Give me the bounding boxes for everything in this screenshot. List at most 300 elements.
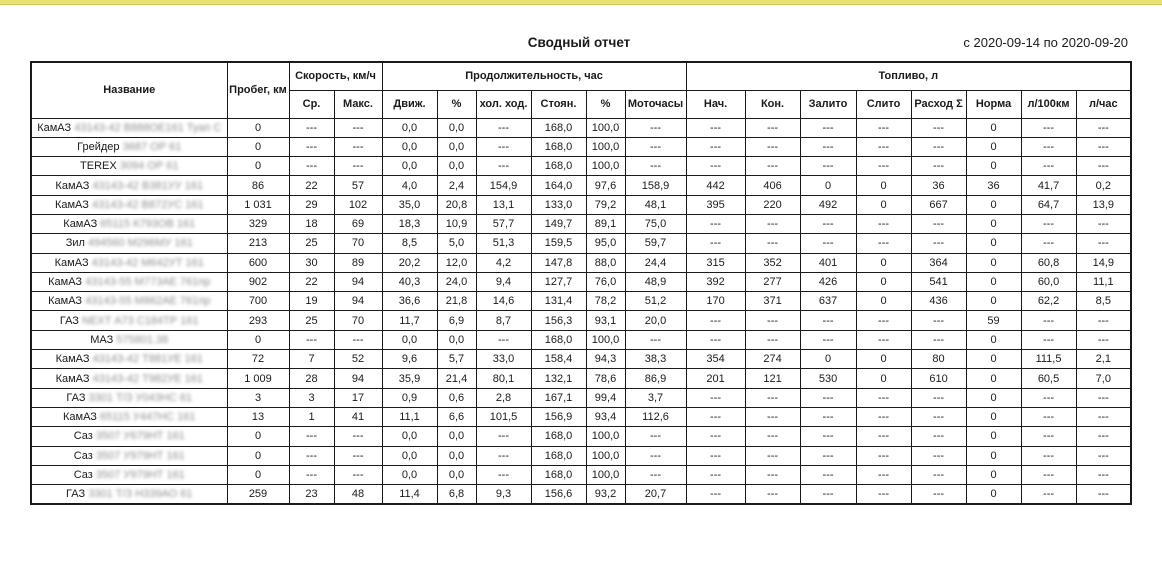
data-cell: ---: [686, 137, 745, 156]
data-cell: ---: [1076, 157, 1131, 176]
data-cell: 637: [800, 292, 856, 311]
data-cell: 5,0: [437, 234, 476, 253]
data-cell: 213: [227, 234, 289, 253]
data-cell: 12,0: [437, 253, 476, 272]
data-cell: 0: [966, 253, 1021, 272]
data-cell: ---: [334, 157, 382, 176]
column-subheader-fuel-start: Нач.: [686, 90, 745, 118]
data-cell: ---: [800, 214, 856, 233]
vehicle-make: ГАЗ: [66, 391, 86, 404]
data-cell: 18: [289, 214, 334, 233]
data-cell: 0: [966, 330, 1021, 349]
vehicle-name-cell: [31, 388, 227, 407]
column-header-mileage: Пробег, км: [227, 62, 289, 118]
data-cell: 11,1: [1076, 272, 1131, 291]
data-cell: 13,1: [476, 195, 531, 214]
data-cell: ---: [334, 446, 382, 465]
data-cell: 406: [745, 176, 800, 195]
column-subheader-fuel-end: Кон.: [745, 90, 800, 118]
data-cell: 0,0: [382, 427, 437, 446]
data-cell: 51,2: [625, 292, 686, 311]
vehicle-make: Зил: [65, 237, 85, 250]
data-cell: 0: [966, 292, 1021, 311]
data-cell: ---: [856, 465, 911, 484]
data-cell: 168,0: [531, 427, 586, 446]
column-subheader-max-speed: Макс.: [334, 90, 382, 118]
data-cell: 156,6: [531, 485, 586, 504]
data-cell: 100,0: [586, 330, 625, 349]
vehicle-plate-redacted: NEXT А73 С184ТР 161: [82, 314, 199, 327]
data-cell: 94,3: [586, 350, 625, 369]
vehicle-plate-redacted: 3507 У979НТ 161: [95, 468, 185, 481]
data-cell: ---: [856, 330, 911, 349]
data-cell: 168,0: [531, 137, 586, 156]
data-cell: 0,0: [382, 157, 437, 176]
data-cell: 59,7: [625, 234, 686, 253]
vehicle-make: Грейдер: [77, 140, 120, 153]
summary-report-table: [30, 61, 1132, 505]
data-cell: ---: [745, 311, 800, 330]
data-cell: ---: [800, 311, 856, 330]
data-cell: ---: [289, 446, 334, 465]
data-cell: 6,8: [437, 485, 476, 504]
vehicle-name-cell: [31, 234, 227, 253]
data-cell: ---: [800, 465, 856, 484]
data-cell: 274: [745, 350, 800, 369]
data-cell: ---: [625, 118, 686, 137]
vehicle-plate-redacted: 3507 У979НТ 161: [95, 449, 185, 462]
data-cell: 1: [289, 407, 334, 426]
data-cell: 22: [289, 176, 334, 195]
top-accent-bar: [0, 0, 1162, 5]
column-group-duration: Продолжительность, час: [382, 62, 686, 90]
data-cell: ---: [1076, 465, 1131, 484]
data-cell: 94: [334, 369, 382, 388]
data-cell: ---: [1021, 157, 1076, 176]
data-cell: ---: [334, 427, 382, 446]
data-cell: ---: [334, 137, 382, 156]
data-cell: 111,5: [1021, 350, 1076, 369]
data-cell: ---: [334, 330, 382, 349]
data-cell: 60,5: [1021, 369, 1076, 388]
data-cell: 3,7: [625, 388, 686, 407]
data-cell: 14,9: [1076, 253, 1131, 272]
data-cell: ---: [1076, 118, 1131, 137]
data-cell: 100,0: [586, 157, 625, 176]
data-cell: 22: [289, 272, 334, 291]
data-cell: 93,4: [586, 407, 625, 426]
data-cell: ---: [625, 427, 686, 446]
data-cell: 60,0: [1021, 272, 1076, 291]
data-cell: 51,3: [476, 234, 531, 253]
data-cell: ---: [1076, 427, 1131, 446]
data-cell: ---: [686, 485, 745, 504]
data-cell: 0: [800, 176, 856, 195]
data-cell: 101,5: [476, 407, 531, 426]
data-cell: 0: [966, 446, 1021, 465]
table-row: [31, 176, 1131, 195]
vehicle-make: КамАЗ: [54, 198, 89, 211]
data-cell: ---: [745, 234, 800, 253]
data-cell: ---: [1076, 446, 1131, 465]
data-cell: 293: [227, 311, 289, 330]
vehicle-make: TEREX: [80, 160, 117, 173]
data-cell: 0,0: [437, 330, 476, 349]
vehicle-plate-redacted: 494560 М296МУ 161: [87, 237, 193, 250]
data-cell: ---: [686, 330, 745, 349]
data-cell: 5,7: [437, 350, 476, 369]
data-cell: ---: [911, 427, 966, 446]
vehicle-name-cell: [31, 157, 227, 176]
data-cell: 201: [686, 369, 745, 388]
data-cell: 29: [289, 195, 334, 214]
data-cell: ---: [856, 446, 911, 465]
vehicle-name-cell: [31, 350, 227, 369]
data-cell: ---: [686, 465, 745, 484]
data-cell: 426: [800, 272, 856, 291]
data-cell: ---: [911, 330, 966, 349]
data-cell: ---: [745, 388, 800, 407]
report-header: [30, 35, 1128, 53]
data-cell: 0,0: [437, 465, 476, 484]
data-cell: ---: [1076, 311, 1131, 330]
data-cell: 371: [745, 292, 800, 311]
table-row: [31, 195, 1131, 214]
table-row: [31, 292, 1131, 311]
column-subheader-fuel-filled: Залито: [800, 90, 856, 118]
data-cell: 48,9: [625, 272, 686, 291]
data-cell: 352: [745, 253, 800, 272]
data-cell: ---: [856, 137, 911, 156]
data-cell: ---: [1021, 427, 1076, 446]
data-cell: 0: [966, 350, 1021, 369]
data-cell: ---: [800, 427, 856, 446]
data-cell: ---: [745, 427, 800, 446]
data-cell: 23: [289, 485, 334, 504]
data-cell: ---: [1076, 330, 1131, 349]
data-cell: 610: [911, 369, 966, 388]
vehicle-make: КамАЗ: [55, 372, 90, 385]
data-cell: ---: [745, 485, 800, 504]
data-cell: 168,0: [531, 118, 586, 137]
column-subheader-parked: Стоян.: [531, 90, 586, 118]
data-cell: 2,4: [437, 176, 476, 195]
data-cell: ---: [625, 330, 686, 349]
data-cell: ---: [911, 407, 966, 426]
table-row: [31, 427, 1131, 446]
data-cell: ---: [800, 137, 856, 156]
table-row: [31, 369, 1131, 388]
data-cell: 492: [800, 195, 856, 214]
data-cell: 20,7: [625, 485, 686, 504]
data-cell: ---: [334, 465, 382, 484]
data-cell: ---: [800, 118, 856, 137]
table-row: [31, 330, 1131, 349]
data-cell: ---: [911, 388, 966, 407]
vehicle-plate-redacted: 3507 У679НТ 161: [95, 430, 185, 443]
table-row: [31, 118, 1131, 137]
data-cell: 60,8: [1021, 253, 1076, 272]
vehicle-name-cell: [31, 176, 227, 195]
data-cell: 11,1: [382, 407, 437, 426]
data-cell: 0: [856, 292, 911, 311]
data-cell: 25: [289, 234, 334, 253]
data-cell: 149,7: [531, 214, 586, 233]
data-cell: 0,0: [437, 157, 476, 176]
data-cell: 102: [334, 195, 382, 214]
data-cell: 132,1: [531, 369, 586, 388]
vehicle-make: МАЗ: [90, 333, 114, 346]
data-cell: 156,9: [531, 407, 586, 426]
vehicle-make: КамАЗ: [48, 276, 83, 289]
vehicle-plate-redacted: 65115 У447НС 161: [100, 411, 196, 424]
data-cell: 0: [966, 388, 1021, 407]
vehicle-make: Саз: [73, 449, 93, 462]
table-row: [31, 350, 1131, 369]
data-cell: 41,7: [1021, 176, 1076, 195]
vehicle-make: ГАЗ: [59, 314, 79, 327]
data-cell: 38,3: [625, 350, 686, 369]
data-cell: ---: [1076, 485, 1131, 504]
data-cell: 0,6: [437, 388, 476, 407]
data-cell: 159,5: [531, 234, 586, 253]
data-cell: 0: [227, 330, 289, 349]
data-cell: 0,0: [382, 465, 437, 484]
data-cell: ---: [625, 446, 686, 465]
data-cell: ---: [1021, 234, 1076, 253]
data-cell: ---: [745, 330, 800, 349]
data-cell: ---: [1021, 118, 1076, 137]
vehicle-plate-redacted: 3687 ОР 61: [122, 140, 182, 153]
data-cell: 2,1: [1076, 350, 1131, 369]
data-cell: 78,6: [586, 369, 625, 388]
data-cell: 25: [289, 311, 334, 330]
data-cell: ---: [476, 118, 531, 137]
vehicle-make: ГАЗ: [66, 488, 86, 501]
data-cell: ---: [1076, 234, 1131, 253]
data-cell: 78,2: [586, 292, 625, 311]
table-row: [31, 157, 1131, 176]
data-cell: 436: [911, 292, 966, 311]
data-cell: ---: [625, 157, 686, 176]
vehicle-plate-redacted: 43143-42 М642УТ 161: [91, 256, 204, 269]
data-cell: 93,2: [586, 485, 625, 504]
data-cell: ---: [289, 465, 334, 484]
table-row: [31, 388, 1131, 407]
data-cell: ---: [1021, 214, 1076, 233]
data-cell: ---: [1021, 446, 1076, 465]
data-cell: ---: [686, 427, 745, 446]
vehicle-make: КамАЗ: [63, 218, 98, 231]
data-cell: 158,4: [531, 350, 586, 369]
data-cell: ---: [911, 485, 966, 504]
data-cell: 57,7: [476, 214, 531, 233]
column-subheader-engine-hours: Моточасы: [625, 90, 686, 118]
data-cell: 4,2: [476, 253, 531, 272]
data-cell: 3: [289, 388, 334, 407]
data-cell: 6,9: [437, 311, 476, 330]
data-cell: ---: [800, 234, 856, 253]
column-subheader-l-per-hour: л/час: [1076, 90, 1131, 118]
data-cell: 0: [966, 369, 1021, 388]
data-cell: 99,4: [586, 388, 625, 407]
column-subheader-avg-speed: Ср.: [289, 90, 334, 118]
vehicle-plate-redacted: 43143-42 В381УУ 161: [92, 179, 204, 192]
data-cell: 80,1: [476, 369, 531, 388]
data-cell: ---: [745, 214, 800, 233]
data-cell: ---: [745, 446, 800, 465]
data-cell: 0,0: [382, 137, 437, 156]
data-cell: 700: [227, 292, 289, 311]
data-cell: ---: [686, 214, 745, 233]
data-cell: ---: [1021, 465, 1076, 484]
data-cell: 0: [856, 253, 911, 272]
vehicle-name-cell: [31, 137, 227, 156]
data-cell: 20,8: [437, 195, 476, 214]
data-cell: 0: [966, 427, 1021, 446]
data-cell: 8,5: [382, 234, 437, 253]
data-cell: 57: [334, 176, 382, 195]
vehicle-name-cell: [31, 465, 227, 484]
data-cell: 541: [911, 272, 966, 291]
data-cell: ---: [289, 427, 334, 446]
header-group-row: [31, 62, 1131, 90]
data-cell: ---: [1021, 311, 1076, 330]
data-cell: 0: [966, 272, 1021, 291]
vehicle-name-cell: [31, 427, 227, 446]
data-cell: 0: [856, 369, 911, 388]
data-cell: ---: [686, 157, 745, 176]
data-cell: 75,0: [625, 214, 686, 233]
table-row: [31, 253, 1131, 272]
data-cell: ---: [686, 388, 745, 407]
vehicle-name-cell: [31, 446, 227, 465]
table-row: [31, 465, 1131, 484]
data-cell: 168,0: [531, 446, 586, 465]
vehicle-name-cell: [31, 485, 227, 504]
data-cell: 168,0: [531, 330, 586, 349]
data-cell: 395: [686, 195, 745, 214]
data-cell: ---: [1021, 407, 1076, 426]
table-row: [31, 234, 1131, 253]
vehicle-make: КамАЗ: [63, 411, 97, 424]
column-subheader-moving-percent: %: [437, 90, 476, 118]
column-subheader-parked-percent: %: [586, 90, 625, 118]
data-cell: ---: [686, 234, 745, 253]
data-cell: 40,3: [382, 272, 437, 291]
vehicle-plate-redacted: 3301 Т/З Н339АО 61: [88, 488, 193, 501]
column-group-fuel: Топливо, л: [686, 62, 1131, 90]
data-cell: 354: [686, 350, 745, 369]
data-cell: ---: [745, 118, 800, 137]
data-cell: 600: [227, 253, 289, 272]
data-cell: 0: [227, 137, 289, 156]
vehicle-make: Саз: [73, 430, 93, 443]
column-subheader-moving: Движ.: [382, 90, 437, 118]
data-cell: 127,7: [531, 272, 586, 291]
data-cell: ---: [856, 427, 911, 446]
table-row: [31, 407, 1131, 426]
data-cell: 442: [686, 176, 745, 195]
data-cell: 88,0: [586, 253, 625, 272]
data-cell: 0: [856, 350, 911, 369]
vehicle-name-cell: [31, 407, 227, 426]
data-cell: ---: [745, 157, 800, 176]
data-cell: 9,4: [476, 272, 531, 291]
data-cell: 17: [334, 388, 382, 407]
data-cell: ---: [911, 118, 966, 137]
data-cell: ---: [856, 118, 911, 137]
data-cell: 13: [227, 407, 289, 426]
data-cell: 0: [966, 118, 1021, 137]
data-cell: 8,5: [1076, 292, 1131, 311]
data-cell: ---: [476, 446, 531, 465]
data-cell: 121: [745, 369, 800, 388]
vehicle-name-cell: [31, 253, 227, 272]
data-cell: 36,6: [382, 292, 437, 311]
vehicle-name-cell: [31, 330, 227, 349]
data-cell: ---: [476, 465, 531, 484]
data-cell: ---: [625, 465, 686, 484]
data-cell: 329: [227, 214, 289, 233]
data-cell: 69: [334, 214, 382, 233]
data-cell: ---: [476, 427, 531, 446]
vehicle-plate-redacted: 65115 К793ОВ 161: [100, 218, 196, 231]
data-cell: 0: [966, 407, 1021, 426]
data-cell: ---: [911, 137, 966, 156]
vehicle-plate-redacted: 43143-42 Т881УЕ 161: [92, 353, 203, 366]
data-cell: 530: [800, 369, 856, 388]
table-row: [31, 446, 1131, 465]
data-cell: 94: [334, 272, 382, 291]
data-cell: ---: [911, 465, 966, 484]
data-cell: ---: [686, 118, 745, 137]
vehicle-plate-redacted: 43143-42 В888ОЕ161 Туап С: [74, 121, 222, 134]
vehicle-plate-redacted: 43143-55 М862АЕ 761пр: [85, 295, 211, 308]
data-cell: 89,1: [586, 214, 625, 233]
column-subheader-idle: хол. ход.: [476, 90, 531, 118]
data-cell: 2,8: [476, 388, 531, 407]
data-cell: 21,4: [437, 369, 476, 388]
date-range: с 2020-09-14 по 2020-09-20: [963, 35, 1128, 50]
data-cell: 11,7: [382, 311, 437, 330]
data-cell: 4,0: [382, 176, 437, 195]
data-cell: 33,0: [476, 350, 531, 369]
data-cell: 100,0: [586, 137, 625, 156]
data-cell: 0: [966, 157, 1021, 176]
data-cell: 164,0: [531, 176, 586, 195]
data-cell: ---: [686, 311, 745, 330]
data-cell: 0: [856, 272, 911, 291]
data-cell: 89: [334, 253, 382, 272]
data-cell: ---: [1021, 388, 1076, 407]
data-cell: 259: [227, 485, 289, 504]
data-cell: 93,1: [586, 311, 625, 330]
data-cell: 0,9: [382, 388, 437, 407]
data-cell: ---: [1076, 388, 1131, 407]
vehicle-make: КамАЗ: [48, 295, 83, 308]
data-cell: 158,9: [625, 176, 686, 195]
data-cell: ---: [686, 407, 745, 426]
data-cell: 170: [686, 292, 745, 311]
data-cell: 0: [227, 465, 289, 484]
table-row: [31, 485, 1131, 504]
data-cell: ---: [1021, 137, 1076, 156]
data-cell: ---: [911, 157, 966, 176]
vehicle-make: КамАЗ: [55, 179, 90, 192]
data-cell: 0: [227, 157, 289, 176]
data-cell: 28: [289, 369, 334, 388]
